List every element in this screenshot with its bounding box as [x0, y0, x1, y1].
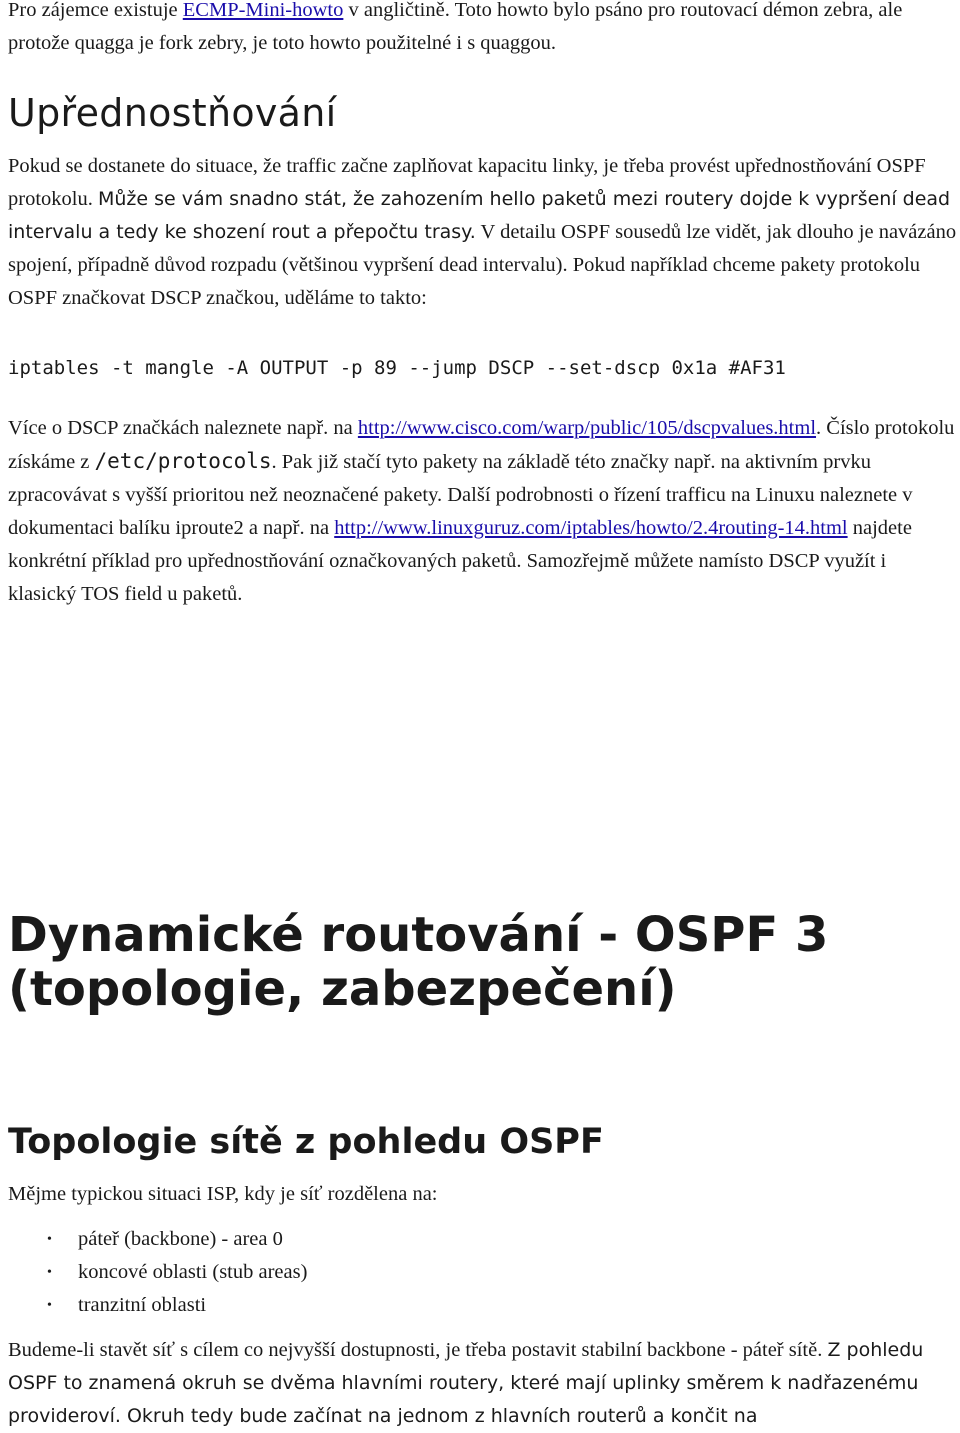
- area-list: [8, 1223, 958, 1322]
- linuxguruz-link[interactable]: http://www.linuxguruz.com/iptables/howto/2.4routing-14.html: [334, 517, 848, 539]
- intro-text-cont: v angličtině. Toto howto bylo psáno pro routovací démon zebra, ale protože quagga je fork zebry, je toto howto použitelné i s quaggou.: [8, 0, 903, 54]
- cisco-dscp-link[interactable]: http://www.cisco.com/warp/public/105/dscpvalues.html: [357, 417, 817, 439]
- upred-paragraph: [8, 150, 958, 315]
- backbone-paragraph: [8, 1334, 958, 1433]
- intro-text: Pro zájemce existuje: [8, 0, 183, 21]
- dscp-text-c: . Pak již stačí tyto pakety na základě této značky např. na aktivním prvku zpracovávat s vyšší prioritou než neoznačené pakety. Další podrobnosti o řízení trafficu na Linuxu naleznete v dokumentaci balíku iproute2 a např. na: [8, 451, 913, 539]
- area-list-item: [8, 1256, 958, 1289]
- bullet-icon: •: [47, 1298, 52, 1313]
- area-list-item: [8, 1223, 958, 1256]
- upred-text-b: Může se vám snadno stát, že zahozením hello paketů mezi routery dojde k vypršení dead intervalu a tedy ke shození rout a přepočtu trasy.: [8, 188, 951, 243]
- dscp-text-a: Více o DSCP značkách naleznete např. na: [8, 417, 358, 439]
- section-heading-upred: Upřednostňování: [8, 91, 337, 135]
- bullet-icon: •: [47, 1265, 52, 1280]
- upred-text-a: Pokud se dostanete do situace, že traffic začne zaplňovat kapacitu linky, je třeba provést upřednostňování OSPF protokolu.: [8, 155, 926, 210]
- area-list-item: [8, 1289, 958, 1322]
- ecmp-howto-link[interactable]: ECMP-Mini-howto: [182, 0, 344, 21]
- etc-protocols-code: /etc/protocols: [94, 449, 272, 473]
- backbone-text-b: Z pohledu OSPF to znamená okruh se dvěma hlavními routery, které mají uplinky směrem k nadřazenému provideroví. Okruh tedy bude začínat na jednom z hlavních routerů a končit na: [8, 1339, 924, 1427]
- upred-text-c: V detailu OSPF sousedů lze vidět, jak dlouho je navázáno spojení, případně důvod rozpadu (většinou vypršení dead intervalu). Pokud například chceme pakety protokolu OSPF značkovat DSCP značkou, uděláme to takto:: [8, 221, 957, 309]
- area-list-item-label: páteř (backbone) - area 0: [78, 1228, 283, 1250]
- chapter-title-ospf3: Dynamické routování - OSPF 3 (topologie, zabezpečení): [8, 907, 829, 1017]
- intro-paragraph: [8, 0, 958, 60]
- section-heading-topologie: Topologie sítě z pohledu OSPF: [8, 1122, 604, 1162]
- area-list-item-label: koncové oblasti (stub areas): [78, 1261, 308, 1283]
- dscp-paragraph: [8, 412, 958, 611]
- iptables-code: iptables -t mangle -A OUTPUT -p 89 --jump DSCP --set-dscp 0x1a #AF31: [8, 357, 786, 379]
- backbone-text-a: Budeme-li stavět síť s cílem co nejvyšší dostupnosti, je třeba postavit stabilní backbone - páteř sítě.: [8, 1339, 828, 1361]
- bullet-icon: •: [47, 1232, 52, 1247]
- area-list-item-label: tranzitní oblasti: [78, 1294, 207, 1316]
- topologie-intro: Mějme typickou situaci ISP, kdy je síť rozdělena na:: [8, 1183, 438, 1205]
- dscp-text-b: . Číslo protokolu získáme z: [8, 417, 955, 473]
- dscp-text-d: najdete konkrétní příklad pro upřednostňování označkovaných paketů. Samozřejmě můžete namísto DSCP využít i klasický TOS field u paketů.: [8, 517, 912, 605]
